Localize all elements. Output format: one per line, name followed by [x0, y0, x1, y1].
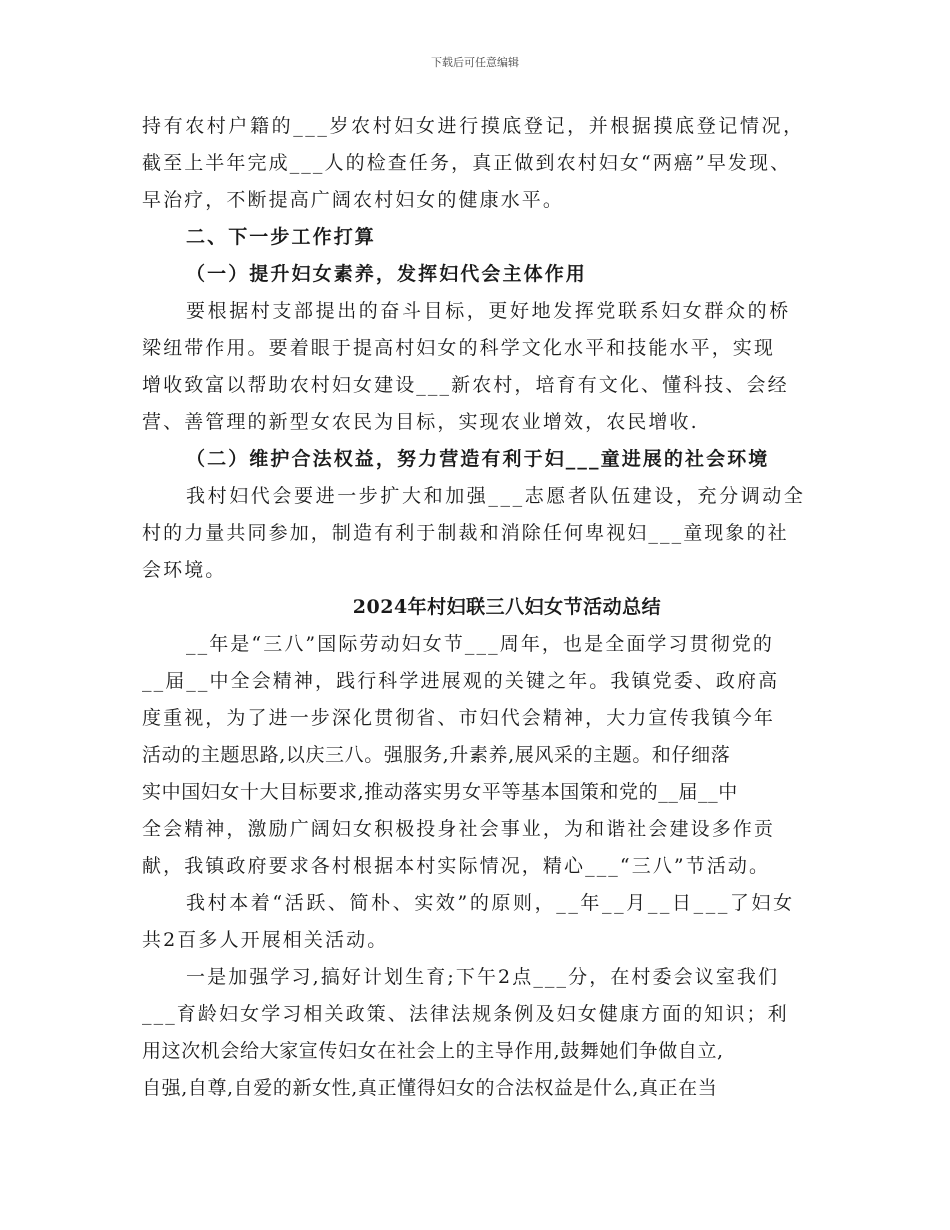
text-line: 早治疗，不断提高广阔农村妇女的健康水平。	[142, 189, 565, 211]
text-line: 我村本着“活跃、简朴、实效”的原则，__年__月__日___了妇女	[186, 892, 795, 914]
text-line: __届__中全会精神，践行科学进展观的关键之年。我镇党委、政府高	[142, 670, 780, 692]
text-line: 要根据村支部提出的奋斗目标，更好地发挥党联系妇女群众的桥	[186, 300, 791, 322]
section-title: 2024年村妇联三八妇女节活动总结	[352, 596, 662, 618]
document-body	[142, 108, 832, 1107]
text-line: 截至上半年完成___人的检查任务，真正做到农村妇女“两癌”早发现、	[142, 152, 792, 174]
text-line: 营、善管理的新型女农民为目标，实现农业增效，农民增收.	[142, 411, 699, 433]
text-line: 用这次机会给大家宣传妇女在社会上的主导作用,鼓舞她们争做自立,	[142, 1040, 724, 1062]
text-line: 梁纽带作用。要着眼于提高村妇女的科学文化水平和技能水平，实现	[142, 337, 776, 359]
text-line: 活动的主题思路,以庆三八。强服务,升素养,展风采的主题。和仔细落	[142, 744, 731, 766]
text-line: 度重视，为了进一步深化贯彻省、市妇代会精神，大力宣传我镇今年	[142, 707, 776, 729]
text-line: 献，我镇政府要求各村根据本村实际情况，精心___“三八”节活动。	[142, 855, 771, 877]
text-line: __年是“三八”国际劳动妇女节___周年，也是全面学习贯彻党的	[186, 633, 775, 655]
text-line: （二）维护合法权益，努力营造有利于妇___童进展的社会环境	[186, 448, 770, 470]
text-line: 一是加强学习,搞好计划生育;下午2点___分，在村委会议室我们	[186, 966, 780, 988]
text-line: 全会精神，激励广阔妇女积极投身社会事业，为和谐社会建设多作贡	[142, 818, 776, 840]
text-line: （一）提升妇女素养，发挥妇代会主体作用	[186, 263, 587, 285]
text-line: 村的力量共同参加，制造有利于制裁和消除任何卑视妇___童现象的社	[142, 522, 789, 544]
page-header: 下载后可任意编辑	[431, 56, 519, 69]
text-line: 自强,自尊,自爱的新女性,真正懂得妇女的合法权益是什么,真正在当	[142, 1077, 718, 1099]
text-line: 我村妇代会要进一步扩大和加强___志愿者队伍建设，充分调动全	[186, 485, 806, 507]
text-line: 实中国妇女十大目标要求,推动落实男女平等基本国策和党的__届__中	[142, 781, 738, 803]
text-line: 二、下一步工作打算	[186, 226, 376, 248]
text-line: 会环境。	[142, 559, 227, 581]
text-line: 增收致富以帮助农村妇女建设___新农村，培育有文化、懂科技、会经	[142, 374, 789, 396]
text-line: ___育龄妇女学习相关政策、法律法规条例及妇女健康方面的知识；利	[142, 1003, 789, 1025]
text-line: 持有农村户籍的___岁农村妇女进行摸底登记，并根据摸底登记情况，	[142, 115, 805, 137]
text-line: 共2百多人开展相关活动。	[142, 929, 389, 951]
